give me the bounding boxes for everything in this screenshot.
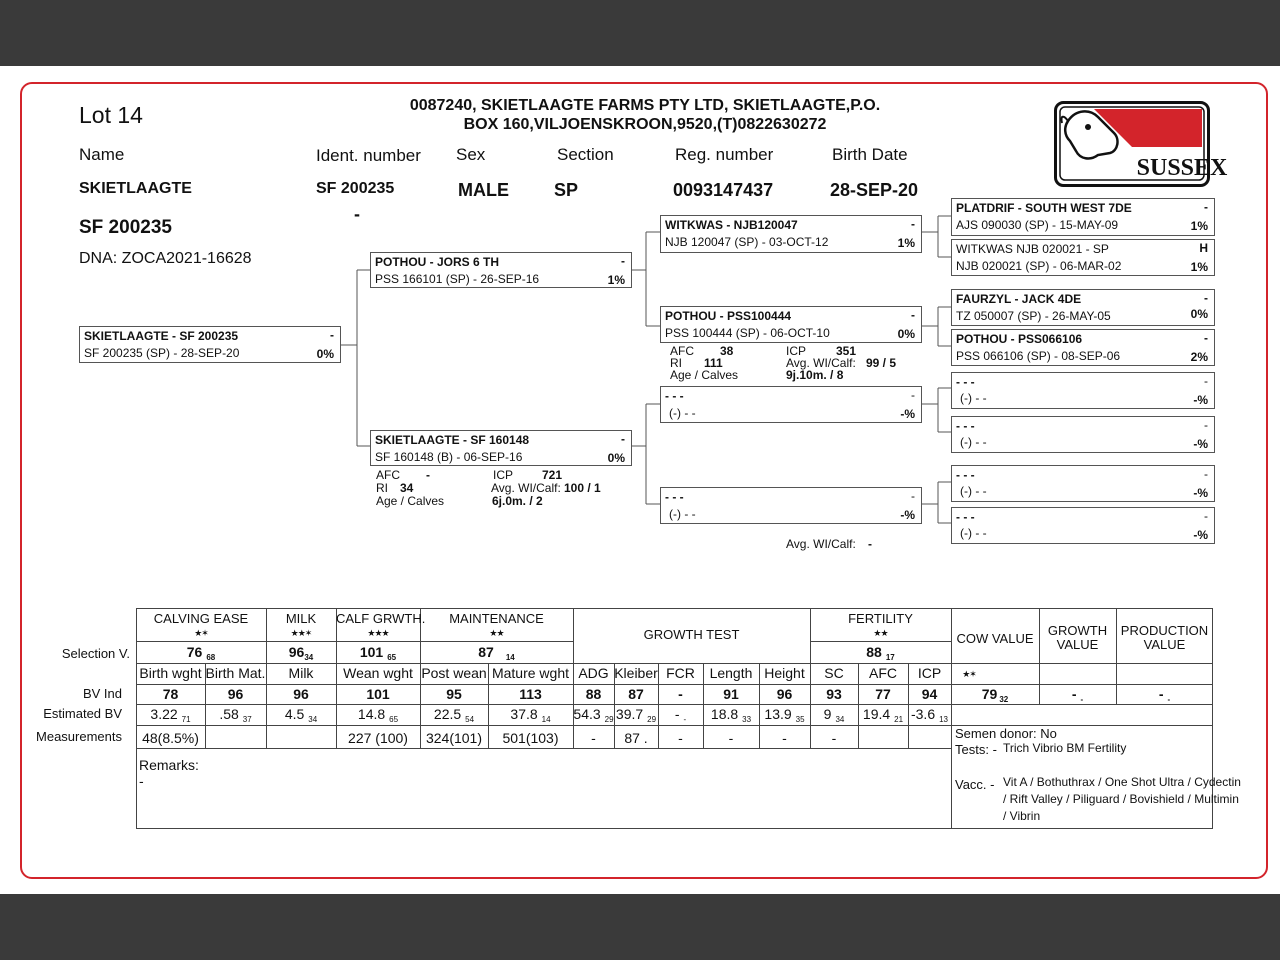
sd-detail: PSS 100444 (SP) - 06-OCT-10 xyxy=(665,326,830,340)
estimated-bv-value: 9 xyxy=(823,706,832,722)
column-header-label: ICP xyxy=(917,665,942,681)
bv-ind-cell xyxy=(658,686,703,702)
ident-value: SF 200235 xyxy=(316,180,395,197)
selection-milk-acc: 34 xyxy=(304,653,314,662)
selection-calf-acc: 65 xyxy=(387,653,397,662)
tests-label: Tests: - xyxy=(955,742,997,757)
dam-age-label: Age / Calves xyxy=(376,494,445,508)
estimated-bv-value: 13.9 xyxy=(764,706,792,722)
pedigree-ggp-6 xyxy=(951,416,1215,453)
estimated-bv-value: 18.8 xyxy=(710,706,739,722)
sss-pct: 1% xyxy=(1190,219,1208,233)
semen-donor: Semen donor: No xyxy=(955,726,1057,741)
vacc-label: Vacc. - xyxy=(955,777,995,792)
fertility-stars-icon: ★★ xyxy=(873,628,888,638)
column-header xyxy=(420,665,488,681)
ssd-detail: NJB 020021 (SP) - 06-MAR-02 xyxy=(956,259,1122,273)
bv-ind-value: 101 xyxy=(366,686,390,702)
column-header-label: Wean wght xyxy=(343,665,413,681)
production-value-acc: - xyxy=(1167,695,1171,704)
row-label-estimated-bv: Estimated BV xyxy=(43,706,122,721)
ddd-detail: (-) - - xyxy=(960,526,987,540)
estimated-bv-accuracy: 35 xyxy=(795,715,805,724)
estimated-bv-accuracy: 29 xyxy=(647,715,657,724)
sdd-pct: 2% xyxy=(1190,350,1208,364)
dd-name: - - - xyxy=(665,490,684,504)
estimated-bv-cell xyxy=(205,706,266,722)
estimated-bv-accuracy: 33 xyxy=(742,715,752,724)
pedigree-dam-dam xyxy=(660,487,922,524)
dam-avg-label: Avg. WI/Calf: xyxy=(491,481,561,495)
bv-ind-value: 96 xyxy=(776,686,793,702)
dam-flag: - xyxy=(621,432,625,446)
maintenance-stars-icon: ★★ xyxy=(489,628,504,638)
dsd-name: - - - xyxy=(956,419,975,433)
estimated-bv-cell xyxy=(336,706,420,722)
maintenance-title: MAINTENANCE xyxy=(449,611,544,626)
bv-ind-value: 96 xyxy=(227,686,244,702)
bv-ind-cell xyxy=(266,686,336,702)
estimated-bv-cell xyxy=(810,706,858,722)
section-label: Section xyxy=(557,145,614,164)
sd-ri-value: 111 xyxy=(704,356,723,370)
pedigree-ggp-3 xyxy=(951,289,1215,326)
group-production-value xyxy=(1116,624,1213,652)
bv-ind-value: 87 xyxy=(628,686,644,702)
sd-icp-label: ICP xyxy=(786,344,807,358)
pedigree-sire xyxy=(370,252,632,288)
dd-flag: - xyxy=(911,489,915,503)
selection-milk-value: 96 xyxy=(288,644,305,660)
dam-ri-label: RI xyxy=(376,481,388,495)
bv-ind-cell xyxy=(908,686,951,702)
selection-maintenance xyxy=(420,644,573,660)
dd-pct: -% xyxy=(900,508,915,522)
column-header xyxy=(858,665,908,681)
estimated-bv-value: 19.4 xyxy=(862,706,891,722)
reg-label: Reg. number xyxy=(675,145,774,164)
dam-afc-value: - xyxy=(426,468,430,482)
bv-ind-cell xyxy=(336,686,420,702)
group-fertility xyxy=(810,612,951,640)
bv-ind-value: 78 xyxy=(162,686,179,702)
cow-value-bv xyxy=(951,686,1039,702)
column-header xyxy=(810,665,858,681)
column-header xyxy=(759,665,810,681)
measurement-cell xyxy=(810,730,858,746)
ss-pct: 1% xyxy=(897,236,915,250)
group-growth-value xyxy=(1039,624,1116,652)
dam-name: SKIETLAAGTE - SF 160148 xyxy=(375,433,530,447)
pedigree-dam xyxy=(370,430,632,466)
cow-value-stars-icon: ★✶ xyxy=(962,669,976,679)
sds-pct: 0% xyxy=(1190,307,1208,321)
sire-pct: 1% xyxy=(607,273,625,287)
reg-value: 0093147437 xyxy=(673,180,774,200)
dam-pct: 0% xyxy=(607,451,625,465)
column-header xyxy=(614,665,658,681)
sds-detail: TZ 050007 (SP) - 26-MAY-05 xyxy=(956,309,1111,323)
selection-calving-acc: 68 xyxy=(206,653,216,662)
dss-pct: -% xyxy=(1193,393,1208,407)
column-header xyxy=(205,665,266,681)
estimated-bv-accuracy: 21 xyxy=(894,715,904,724)
column-header-label: Post wean xyxy=(421,665,487,681)
pedigree-ggp-1 xyxy=(951,198,1215,236)
subject-flag: - xyxy=(330,328,334,342)
group-maintenance xyxy=(420,612,573,640)
growth-value-number: - xyxy=(1071,686,1077,702)
dam-age-value: 6j.0m. / 2 xyxy=(492,494,543,508)
sd-afc-label: AFC xyxy=(670,344,694,358)
sire-detail: PSS 166101 (SP) - 26-SEP-16 xyxy=(375,272,540,286)
selection-fertility-acc: 17 xyxy=(885,653,895,662)
sire-dam-stats xyxy=(670,345,930,387)
estimated-bv-accuracy: 54 xyxy=(465,715,475,724)
column-header-label: Length xyxy=(709,665,753,681)
tests-value: Trich Vibrio BM Fertility xyxy=(1003,741,1127,755)
estimated-bv-accuracy: 37 xyxy=(242,715,252,724)
pedigree-subject xyxy=(79,326,341,363)
estimated-bv-value: 22.5 xyxy=(433,706,462,722)
column-header-label: Mature wght xyxy=(491,665,570,681)
estimated-bv-value: 39.7 xyxy=(615,706,644,722)
bv-ind-value: 93 xyxy=(826,686,842,702)
dam-avg-value: 100 / 1 xyxy=(564,481,601,495)
column-header xyxy=(136,665,205,681)
measurement-cell xyxy=(759,730,810,746)
growth-value-acc: - xyxy=(1080,695,1084,704)
sex-value: MALE xyxy=(458,180,509,200)
dam-icp-label: ICP xyxy=(493,468,514,482)
ss-name: WITKWAS - NJB120047 xyxy=(665,218,798,232)
measurement-value: 87 . xyxy=(624,730,648,746)
sdd-detail: PSS 066106 (SP) - 08-SEP-06 xyxy=(956,349,1121,363)
production-value-number: - xyxy=(1158,686,1164,702)
measurement-cell xyxy=(703,730,759,746)
lot-number: Lot 14 xyxy=(79,102,143,128)
pedigree-dam-sire xyxy=(660,386,922,423)
name-value: SKIETLAAGTE xyxy=(79,180,192,197)
milk-stars-icon: ★★✶ xyxy=(290,628,312,638)
subject-pct: 0% xyxy=(316,347,334,361)
bv-ind-cell xyxy=(420,686,488,702)
measurement-value: 501(103) xyxy=(502,730,559,746)
cow-value-acc: 32 xyxy=(999,695,1009,704)
growth-value-bv xyxy=(1039,686,1116,702)
column-header xyxy=(908,665,951,681)
measurement-value: 227 (100) xyxy=(348,730,408,746)
owner-line-2: BOX 160,VILJOENSKROON,9520,(T)0822630272 xyxy=(463,116,827,133)
dds-flag: - xyxy=(1204,467,1208,481)
estimated-bv-value: 14.8 xyxy=(357,706,386,722)
selection-calf xyxy=(336,644,420,660)
growth-value-title-2: VALUE xyxy=(1056,637,1099,652)
dss-flag: - xyxy=(1204,374,1208,388)
estimated-bv-cell xyxy=(266,706,336,722)
calving-stars-icon: ★✶ xyxy=(194,628,208,638)
column-header xyxy=(336,665,420,681)
ds-detail: (-) - - xyxy=(669,406,696,420)
bv-ind-cell xyxy=(488,686,573,702)
ssd-flag: H xyxy=(1199,241,1208,255)
dam-dam-avg-label: Avg. WI/Calf: xyxy=(786,537,856,551)
sd-pct: 0% xyxy=(897,327,915,341)
ssd-pct: 1% xyxy=(1190,260,1208,274)
dam-dam-avg-value: - xyxy=(868,537,872,551)
estimated-bv-value: 4.5 xyxy=(284,706,305,722)
dam-detail: SF 160148 (B) - 06-SEP-16 xyxy=(375,450,523,464)
dam-afc-label: AFC xyxy=(376,468,400,482)
remarks-value: - xyxy=(139,773,144,789)
sd-ri-label: RI xyxy=(670,356,682,370)
sd-flag: - xyxy=(911,308,915,322)
ddd-pct: -% xyxy=(1193,528,1208,542)
sd-afc-value: 38 xyxy=(720,344,734,358)
estimated-bv-value: -3.6 xyxy=(910,706,936,722)
estimated-bv-value: 3.22 xyxy=(150,706,178,722)
estimated-bv-cell xyxy=(614,706,658,722)
dam-stats xyxy=(376,469,636,511)
pedigree-ggp-5 xyxy=(951,372,1215,409)
subject-detail: SF 200235 (SP) - 28-SEP-20 xyxy=(84,346,240,360)
bv-ind-cell xyxy=(759,686,810,702)
measurement-value: - xyxy=(678,730,683,746)
selection-maintenance-acc: 14 xyxy=(505,653,515,662)
vacc-line-1: Vit A / Bothuthrax / One Shot Ultra / Cydectin xyxy=(1003,775,1241,789)
estimated-bv-accuracy: 29 xyxy=(604,715,614,724)
measurement-value: 324(101) xyxy=(425,730,483,746)
bv-ind-value: 94 xyxy=(921,686,938,702)
column-header-label: Birth Mat. xyxy=(205,665,266,681)
ss-detail: NJB 120047 (SP) - 03-OCT-12 xyxy=(665,235,829,249)
selection-fertility-value: 88 xyxy=(866,644,882,660)
sds-name: FAURZYL - JACK 4DE xyxy=(956,292,1082,306)
column-header xyxy=(488,665,573,681)
group-growth-test: GROWTH TEST xyxy=(643,627,740,642)
pedigree-ggp-7 xyxy=(951,465,1215,502)
ddd-name: - - - xyxy=(956,510,975,524)
ssd-name: WITKWAS NJB 020021 - SP xyxy=(956,242,1109,256)
bv-ind-cell xyxy=(614,686,658,702)
column-header xyxy=(703,665,759,681)
measurement-cell xyxy=(420,730,488,746)
sss-name: PLATDRIF - SOUTH WEST 7DE xyxy=(956,201,1132,215)
ident-label: Ident. number xyxy=(316,146,421,165)
estimated-bv-value: - xyxy=(674,706,680,722)
bv-ind-cell xyxy=(858,686,908,702)
measurement-cell xyxy=(336,730,420,746)
selection-calf-value: 101 xyxy=(359,644,384,660)
ds-flag: - xyxy=(911,388,915,402)
vacc-line-2: / Rift Valley / Piliguard / Bovishield / Multimin xyxy=(1003,792,1239,806)
pedigree-ggp-2 xyxy=(951,239,1215,276)
calf-title: CALF GRWTH. xyxy=(336,611,426,626)
pedigree-ggp-8 xyxy=(951,507,1215,544)
owner-line-1: 0087240, SKIETLAAGTE FARMS PTY LTD, SKIETLAAGTE,P.O. xyxy=(409,97,881,114)
estimated-bv-cell xyxy=(488,706,573,722)
birth-label: Birth Date xyxy=(832,145,908,164)
selection-maintenance-value: 87 xyxy=(478,644,494,660)
dsd-flag: - xyxy=(1204,418,1208,432)
dsd-pct: -% xyxy=(1193,437,1208,451)
measurement-value: - xyxy=(728,730,734,746)
production-value-title-2: VALUE xyxy=(1143,637,1186,652)
column-header-label: Milk xyxy=(288,665,314,681)
group-cow-value: COW VALUE xyxy=(956,631,1034,646)
dsd-detail: (-) - - xyxy=(960,435,987,449)
bv-ind-cell xyxy=(573,686,614,702)
sd-age-value: 9j.10m. / 8 xyxy=(786,368,844,382)
dds-detail: (-) - - xyxy=(960,484,987,498)
column-header-label: Height xyxy=(764,665,805,681)
sire-flag: - xyxy=(621,254,625,268)
sd-age-label: Age / Calves xyxy=(670,368,739,382)
ds-pct: -% xyxy=(900,407,915,421)
ds-name: - - - xyxy=(665,389,684,403)
pedigree-sire-dam xyxy=(660,306,922,343)
ss-flag: - xyxy=(911,217,915,231)
bv-ind-value: 88 xyxy=(585,686,602,702)
measurement-cell xyxy=(136,730,205,746)
estimated-bv-cell xyxy=(703,706,759,722)
bv-ind-value: 91 xyxy=(723,686,739,702)
sd-name: POTHOU - PSS100444 xyxy=(665,309,792,323)
bv-ind-cell xyxy=(810,686,858,702)
estimated-bv-value: .58 xyxy=(219,706,239,722)
dss-detail: (-) - - xyxy=(960,391,987,405)
dam-icp-value: 721 xyxy=(542,468,563,482)
sds-flag: - xyxy=(1204,291,1208,305)
measurement-cell xyxy=(488,730,573,746)
dam-ri-value: 34 xyxy=(400,481,414,495)
group-milk xyxy=(266,612,336,640)
estimated-bv-cell xyxy=(573,706,614,722)
measurement-cell xyxy=(614,730,658,746)
selection-calving-value: 76 xyxy=(186,644,203,660)
measurement-cell xyxy=(658,730,703,746)
estimated-bv-accuracy: 34 xyxy=(835,715,845,724)
subject-name: SKIETLAAGTE - SF 200235 xyxy=(84,329,239,343)
sdd-name: POTHOU - PSS066106 xyxy=(956,332,1083,346)
estimated-bv-cell xyxy=(908,706,951,722)
column-header-label: ADG xyxy=(578,665,609,681)
pedigree-sire-sire xyxy=(660,215,922,253)
dna-number: DNA: ZOCA2021-16628 xyxy=(79,250,252,267)
estimated-bv-accuracy: 34 xyxy=(308,715,318,724)
column-header-label: Kleiber xyxy=(614,665,658,681)
measurement-value: - xyxy=(591,730,596,746)
estimated-bv-cell xyxy=(759,706,810,722)
group-calf-growth xyxy=(336,611,426,640)
sex-label: Sex xyxy=(456,145,486,164)
vacc-line-3: / Vibrin xyxy=(1003,809,1041,823)
estimated-bv-accuracy: - xyxy=(683,715,687,724)
big-ident: SF 200235 xyxy=(79,217,172,238)
selection-calving xyxy=(136,644,266,660)
pedigree-ggp-4 xyxy=(951,329,1215,366)
column-header xyxy=(266,665,336,681)
cow-value-number: 79 xyxy=(981,686,998,702)
bv-ind-value: 77 xyxy=(875,686,891,702)
estimated-bv-accuracy: 14 xyxy=(541,715,551,724)
column-header-label: Birth wght xyxy=(139,665,202,681)
estimated-bv-value: 37.8 xyxy=(510,706,538,722)
column-header-label: SC xyxy=(824,665,844,681)
sss-flag: - xyxy=(1204,200,1208,214)
sd-icp-value: 351 xyxy=(836,344,857,358)
selection-fertility xyxy=(810,644,951,660)
logo-text: SUSSEX xyxy=(1136,155,1228,181)
row-label-measurements: Measurements xyxy=(36,729,122,744)
estimated-bv-value: 54.3 xyxy=(573,706,601,722)
measurement-value: - xyxy=(831,730,837,746)
measurement-value: - xyxy=(782,730,787,746)
milk-title: MILK xyxy=(285,611,317,626)
dds-name: - - - xyxy=(956,468,975,482)
bv-ind-cell xyxy=(703,686,759,702)
growth-value-title-1: GROWTH xyxy=(1047,623,1108,638)
row-label-selection: Selection V. xyxy=(61,646,130,661)
estimated-bv-accuracy: 13 xyxy=(939,715,949,724)
sd-avg-value: 99 / 5 xyxy=(866,356,897,370)
measurement-value: 48(8.5%) xyxy=(142,730,199,746)
sd-avg-label: Avg. WI/Calf: xyxy=(786,356,856,370)
bv-ind-value: - xyxy=(678,686,683,702)
dss-name: - - - xyxy=(956,375,975,389)
column-header xyxy=(573,665,614,681)
estimated-bv-accuracy: 65 xyxy=(389,715,399,724)
estimated-bv-cell xyxy=(658,706,703,722)
estimated-bv-cell xyxy=(858,706,908,722)
dd-detail: (-) - - xyxy=(669,507,696,521)
selection-milk xyxy=(266,644,336,660)
bv-ind-value: 113 xyxy=(519,686,542,702)
name-label: Name xyxy=(79,145,125,164)
breeding-value-table xyxy=(136,608,1241,829)
column-header-label: AFC xyxy=(869,665,897,681)
remarks-label: Remarks: xyxy=(139,757,199,773)
bv-ind-cell xyxy=(136,686,205,702)
sdd-flag: - xyxy=(1204,331,1208,345)
section-value: SP xyxy=(554,180,579,200)
ddd-flag: - xyxy=(1204,509,1208,523)
column-header xyxy=(658,665,703,681)
birth-value: 28-SEP-20 xyxy=(830,180,919,200)
fertility-title: FERTILITY xyxy=(848,611,913,626)
bv-ind-cell xyxy=(205,686,266,702)
calf-stars-icon: ★★★ xyxy=(367,628,389,638)
ident-sub-value: - xyxy=(354,204,360,224)
bv-ind-value: 96 xyxy=(293,686,309,702)
calving-title: CALVING EASE xyxy=(153,611,249,626)
group-calving-ease xyxy=(136,612,266,640)
sire-name: POTHOU - JORS 6 TH xyxy=(375,255,500,269)
dds-pct: -% xyxy=(1193,486,1208,500)
estimated-bv-accuracy: 71 xyxy=(181,715,191,724)
sss-detail: AJS 090030 (SP) - 15-MAY-09 xyxy=(956,218,1119,232)
bv-ind-value: 95 xyxy=(446,686,462,702)
row-label-bv-ind: BV Ind xyxy=(82,686,122,701)
production-value-bv xyxy=(1116,686,1213,702)
estimated-bv-cell xyxy=(420,706,488,722)
measurement-cell xyxy=(573,730,614,746)
estimated-bv-cell xyxy=(136,706,205,722)
column-header-label: FCR xyxy=(666,665,695,681)
production-value-title-1: PRODUCTION xyxy=(1120,623,1209,638)
